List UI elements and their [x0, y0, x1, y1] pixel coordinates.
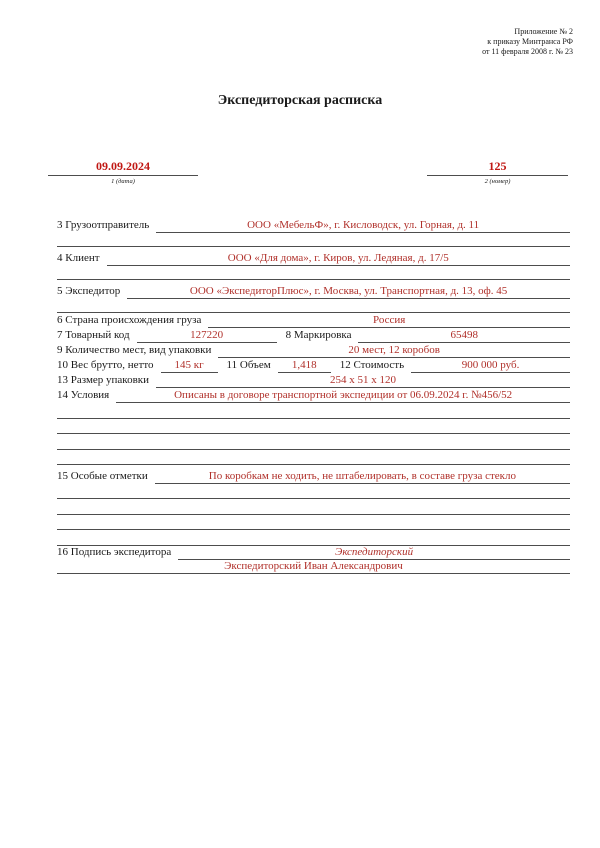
- field-signature-full-name-row: [57, 560, 570, 574]
- ruled-line: [57, 515, 570, 531]
- appendix-line-1: Приложение № 2: [514, 27, 573, 36]
- field-country-value: Россия: [208, 314, 570, 328]
- field-weight-value: 145 кг: [161, 359, 218, 373]
- date-value: 09.09.2024: [48, 159, 198, 176]
- field-consignor: [57, 214, 570, 233]
- appendix-note: [482, 27, 573, 58]
- ruled-line: [57, 266, 570, 280]
- field-forwarder: [57, 280, 570, 299]
- ruled-line: [57, 484, 570, 500]
- field-consignor-label: 3 Грузоотправитель: [57, 219, 150, 231]
- ruled-line: [57, 530, 570, 546]
- field-package-size-value: 254 x 51 x 120: [156, 374, 570, 388]
- field-forwarder-label: 5 Экспедитор: [57, 285, 121, 297]
- appendix-line-3: от 11 февраля 2008 г. № 23: [482, 47, 573, 57]
- ruled-line: [57, 450, 570, 466]
- page-title: Экспедиторская расписка: [217, 93, 383, 108]
- field-code-marking: [57, 328, 570, 343]
- field-product-code-label: 7 Товарный код: [57, 329, 130, 341]
- field-places-value: 20 мест, 12 коробов: [218, 344, 570, 358]
- number-field: [427, 159, 568, 185]
- field-consignor-value: ООО «МебельФ», г. Кисловодск, ул. Горная, д. 11: [156, 219, 570, 233]
- field-places: [57, 343, 570, 358]
- field-volume-value: 1,418: [278, 359, 331, 373]
- number-value: 125: [427, 159, 568, 176]
- field-marking-label: 8 Маркировка: [285, 329, 352, 341]
- ruled-line: [57, 299, 570, 313]
- date-field: [48, 159, 198, 185]
- field-country: [57, 313, 570, 328]
- field-volume-label: 11 Объем: [226, 359, 271, 371]
- field-special-notes-value: По коробкам не ходить, не штабелировать, в составе груза стекло: [155, 470, 570, 484]
- field-places-label: 9 Количество мест, вид упаковки: [57, 344, 212, 356]
- date-number-row: [48, 159, 568, 185]
- field-cost-label: 12 Стоимость: [339, 359, 405, 371]
- field-signature-full-name: Экспедиторский Иван Александрович: [57, 560, 570, 574]
- fields-section: [57, 214, 570, 574]
- field-signature-label: 16 Подпись экспедитора: [57, 545, 172, 558]
- ruled-line: [57, 419, 570, 435]
- appendix-line-2: к приказу Минтранса РФ: [487, 37, 573, 47]
- ruled-line: [57, 434, 570, 450]
- field-weight-volume-cost: [57, 358, 570, 373]
- field-package-size: [57, 373, 570, 388]
- field-forwarder-value: ООО «ЭкспедиторПлюс», г. Москва, ул. Транспортная, д. 13, оф. 45: [127, 285, 570, 299]
- field-weight-label: 10 Вес брутто, нетто: [57, 359, 154, 371]
- field-conditions-value: Описаны в договоре транспортной экспедиции от 06.09.2024 г. №456/52: [116, 389, 570, 403]
- ruled-line: [57, 233, 570, 247]
- field-cost-value: 900 000 руб.: [411, 359, 570, 373]
- ruled-line: [57, 403, 570, 419]
- field-special-notes-label: 15 Особые отметки: [57, 469, 148, 482]
- field-signature: [57, 546, 570, 560]
- field-country-label: 6 Страна происхождения груза: [57, 314, 202, 326]
- field-marking-value: 65498: [358, 329, 570, 343]
- field-package-size-label: 13 Размер упаковки: [57, 374, 150, 386]
- field-conditions-label: 14 Условия: [57, 389, 110, 401]
- ruled-line: [57, 499, 570, 515]
- field-client: [57, 247, 570, 266]
- field-client-label: 4 Клиент: [57, 252, 100, 264]
- number-caption: 2 (номер): [484, 177, 511, 185]
- date-caption: 1 (дата): [111, 177, 135, 185]
- field-product-code-value: 127220: [137, 329, 277, 343]
- field-client-value: ООО «Для дома», г. Киров, ул. Ледяная, д. 17/5: [107, 252, 570, 266]
- field-signature-value: Экспедиторский: [178, 546, 570, 560]
- field-conditions: [57, 388, 570, 403]
- field-special-notes: [57, 465, 570, 484]
